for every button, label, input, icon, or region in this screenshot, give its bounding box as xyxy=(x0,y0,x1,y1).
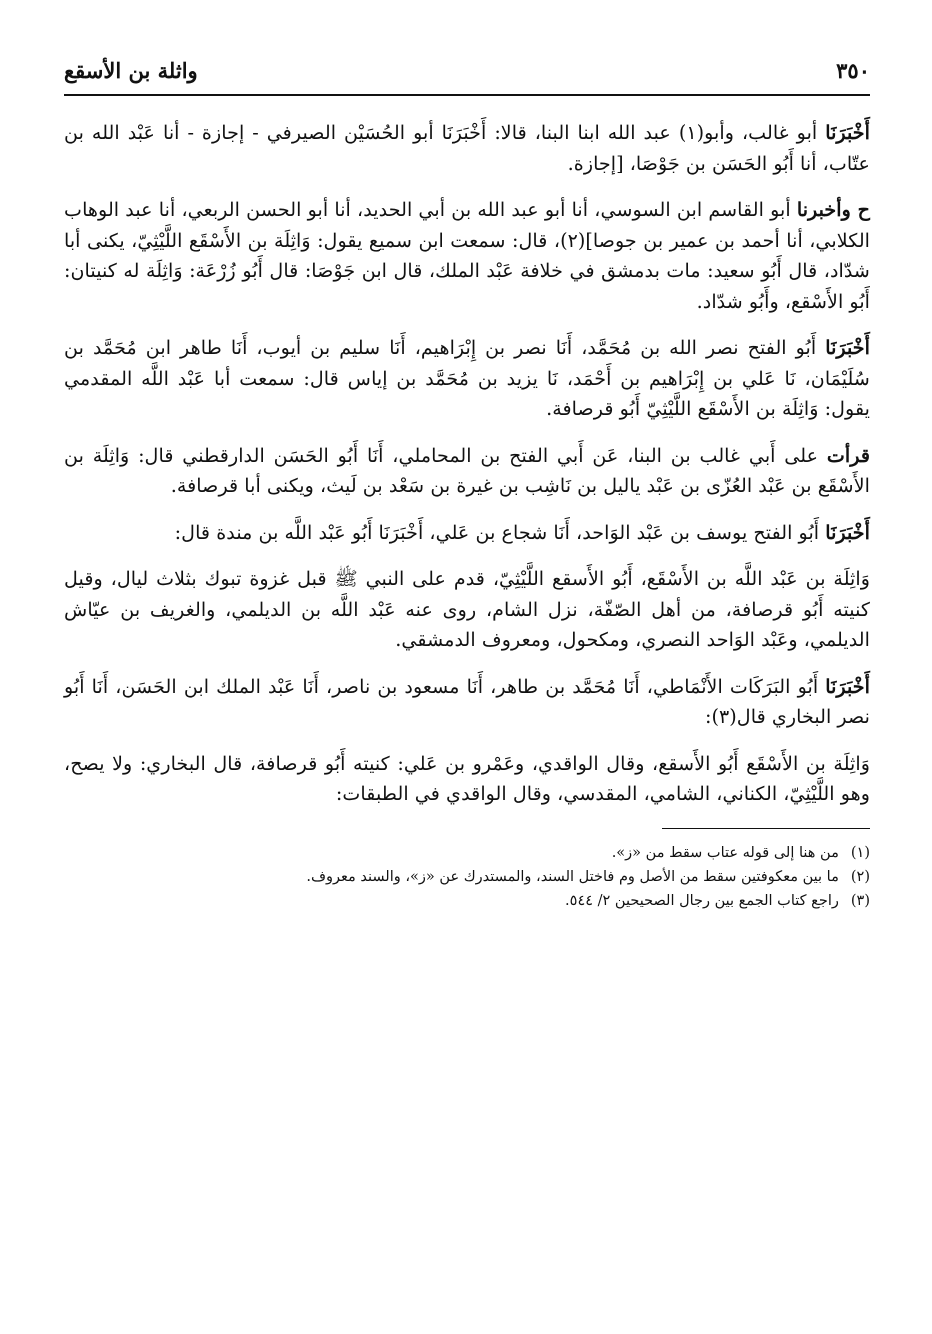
paragraph-lead: أَخْبَرَنَا xyxy=(825,121,870,144)
page-number: ٣٥٠ xyxy=(836,58,870,83)
paragraph xyxy=(64,333,870,425)
paragraph-lead: قرأت xyxy=(826,443,870,467)
footnote-text: راجع كتاب الجمع بين رجال الصحيحين ٢/ ٥٤٤. xyxy=(565,892,839,909)
footnote-separator xyxy=(662,828,870,829)
paragraph-lead: ح وأخبرنا xyxy=(796,198,870,221)
paragraph-text: أبو القاسم ابن السوسي، أنا أبو عبد الله بن أبي الحديد، أنا أبو الحسن الربعي، أنا عبد الوهاب الكلابي، أنا أحمد بن عمير بن جوصا](٢)، قال: سمعت ابن سميع يقول: وَاثِلَة بن الأَسْقَع اللَّيْثِيّ، يكنى أبا شدّاد، قال أَبُو سعيد: مات بدمشق في خلافة عَبْد الملك، قال ابن جَوْصَا: قال أَبُو زُرْعَة: وَاثِلَة له كنيتان: أَبُو الأَسْقع، وأَبُو شدّاد. xyxy=(64,198,870,313)
header-rule xyxy=(64,94,870,96)
footnote-text: من هنا إلى قوله عتاب سقط من «ز». xyxy=(611,844,839,861)
paragraph xyxy=(64,564,870,656)
paragraph-text: وَاثِلَة بن الأَسْقَع أَبُو الأَسقع، وقال الواقدي، وعَمْرو بن عَلي: كنيته أَبُو قرصافة، قال البخاري: ولا يصح، وهو اللَّيْثِيّ، الكناني، الشامي، المقدسي، وقال الواقدي في الطبقات: xyxy=(64,751,870,805)
paragraph xyxy=(64,672,870,733)
paragraph-text: أبو غالب، وأبو(١) عبد الله ابنا البنا، قالا: أَخْبَرَنَا أبو الحُسَيْن الصيرفي - إجازة - أنا عَبْد الله بن عتّاب، أنا أَبُو الحَسَن بن جَوْصَا، [إجازة. xyxy=(64,121,870,175)
paragraph-text: أَبُو الفتح نصر الله بن مُحَمَّد، أَنَا نصر بن إِبْرَاهيم، أَنَا سليم بن أيوب، أَنَا طاهر ابن مُحَمَّد بن سُلَيْمَان، نَا عَلي بن إِبْرَاهيم بن أَحْمَد، نَا يزيد بن مُحَمَّد بن إياس قال: سمعت أبا عَبْد اللَّه المقدمي يقول: وَاثِلَة بن الأَسْقَع اللَّيْثِيّ أَبُو قرصافة. xyxy=(64,336,870,420)
paragraph-lead: أَخْبَرَنَا xyxy=(825,520,870,544)
footnote xyxy=(64,865,870,889)
paragraph xyxy=(64,118,870,179)
footnote xyxy=(64,841,870,865)
paragraph-text: أَبُو الفتح يوسف بن عَبْد الوَاحد، أَنَا شجاع بن عَلي، أَخْبَرَنَا أَبُو عَبْد اللَّه بن مندة قال: xyxy=(174,520,826,544)
footnote-number: (٣) xyxy=(850,892,870,909)
footnotes xyxy=(64,841,870,913)
footnote-number: (٢) xyxy=(850,868,870,885)
paragraph-text: أَبُو البَرَكَات الأَنْمَاطي، أَنَا مُحَمَّد بن طاهر، أَنَا مسعود بن ناصر، أَنَا عَبْد الملك ابن الحَسَن، أَنَا أَبُو نصر البخاري قال(٣): xyxy=(64,674,870,728)
paragraph xyxy=(64,195,870,317)
footnote xyxy=(64,889,870,913)
paragraph xyxy=(64,749,870,810)
paragraph-lead: أَخْبَرَنَا xyxy=(825,674,870,698)
footnote-text: ما بين معكوفتين سقط من الأصل وم فاختل السند، والمستدرك عن «ز»، والسند معروف. xyxy=(306,868,839,885)
running-title: واثلة بن الأسقع xyxy=(64,58,198,83)
main-text xyxy=(64,118,870,810)
paragraph-text: على أَبي غالب بن البنا، عَن أَبي الفتح بن المحاملي، أَنَا أَبُو الحَسَن الدارقطني قال: وَاثِلَة بن الأَسْقَع بن عَبْد العُزّى بن عَبْد ياليل بن نَاشِب بن غيرة بن سَعْد بن لَيث، ويكنى أبا قرصافة. xyxy=(64,443,870,497)
paragraph-text: وَاثِلَة بن عَبْد اللَّه بن الأَسْقَع، أَبُو الأَسقع اللَّيْثِيّ، قدم على النبي ﷺ قبل غزوة تبوك بثلاث ليال، وقيل كنيته أَبُو قرصافة، من أهل الصّفّة، نزل الشام، روى عنه عَبْد اللَّه بن الديلمي، والغريف بن عيّاش الديلمي، وعَبْد الوَاحد النصري، ومكحول، ومعروف الدمشقي. xyxy=(64,567,870,651)
paragraph xyxy=(64,518,870,549)
page-header xyxy=(64,58,870,92)
paragraph-lead: أَخْبَرَنَا xyxy=(825,336,870,359)
paragraph xyxy=(64,441,870,502)
footnote-number: (١) xyxy=(850,844,870,861)
